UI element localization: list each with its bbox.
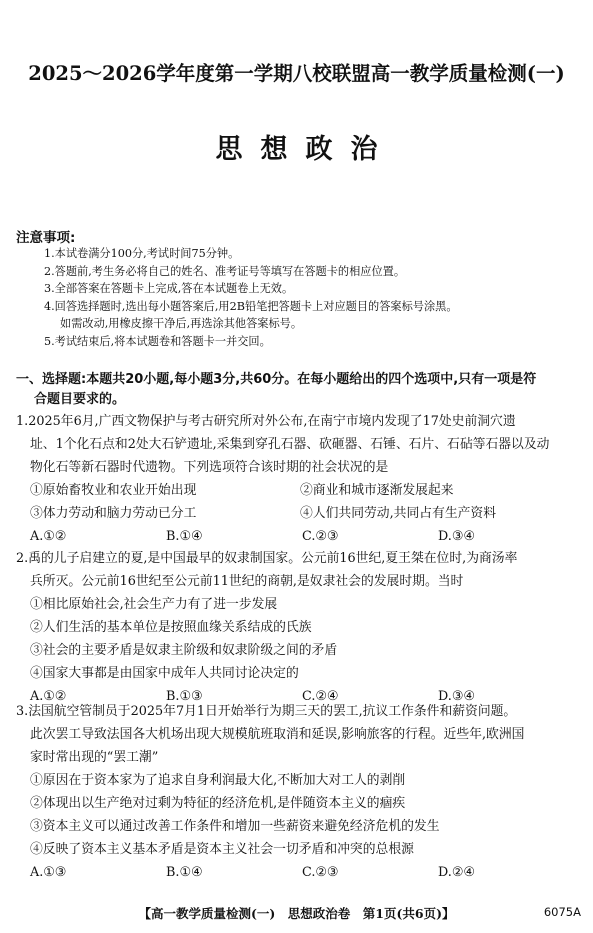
stem-line: 3.法国航空管制员于2025年7月1日开始举行为期三天的罢工,抗议工作条件和薪资问题。 <box>16 704 517 719</box>
exam-title: 2025～2026学年度第一学期八校联盟高一教学质量检测(一) <box>28 62 565 85</box>
option: ④反映了资本主义基本矛盾是资本主义社会一切矛盾和冲突的总根源 <box>30 842 414 857</box>
answer-a: A.①② <box>30 689 67 704</box>
subject-title: 思想政治 <box>215 134 396 165</box>
answer-d: D.③④ <box>438 529 475 544</box>
question-stem <box>16 547 582 593</box>
answer-c: C.②③ <box>302 529 339 544</box>
notes-list <box>44 245 589 351</box>
answer-d: D.②④ <box>438 865 475 880</box>
answer-b: B.①④ <box>166 865 203 880</box>
stem-line: 址、1个化石点和2处大石铲遗址,采集到穿孔石器、砍砸器、石锤、石片、石砧等石器以及动 <box>30 437 550 452</box>
answer-a: A.①② <box>30 529 67 544</box>
option: ②人们生活的基本单位是按照血缘关系结成的氏族 <box>30 620 312 635</box>
option-row <box>16 479 582 502</box>
notes-item: 3.全部答案在答题卡上完成,答在本试题卷上无效。 <box>44 282 294 296</box>
stem-line: 物化石等新石器时代遗物。下列选项符合该时期的社会状况的是 <box>30 460 389 475</box>
notes-item: 如需改动,用橡皮擦干净后,再选涂其他答案标号。 <box>60 317 303 331</box>
option-row <box>16 502 582 525</box>
paper-code: 6075A <box>543 905 581 919</box>
answer-choices <box>16 525 582 548</box>
section-heading <box>16 370 584 410</box>
option: ④人们共同劳动,共同占有生产资料 <box>300 506 497 521</box>
option: ④国家大事都是由国家中成年人共同讨论决定的 <box>30 666 299 681</box>
notes-item: 2.答题前,考生务必将自己的姓名、准考证号等填写在答题卡的相应位置。 <box>44 264 406 278</box>
stem-line: 家时常出现的“罢工潮” <box>30 750 159 765</box>
answer-c: C.②④ <box>302 689 339 704</box>
notes-item: 4.回答选择题时,选出每小题答案后,用2B铅笔把答题卡上对应题目的答案标号涂黑。 <box>44 299 458 313</box>
question-stem <box>16 410 582 479</box>
stem-line: 1.2025年6月,广西文物保护与考古研究所对外公布,在南宁市境内发现了17处史前洞穴遗 <box>16 414 516 429</box>
option: ③社会的主要矛盾是奴隶主阶级和奴隶阶级之间的矛盾 <box>30 643 338 658</box>
stem-line: 2.禹的儿子启建立的夏,是中国最早的奴隶制国家。公元前16世纪,夏王桀在位时,为商汤率 <box>16 551 518 566</box>
option: ①相比原始社会,社会生产力有了进一步发展 <box>30 597 278 612</box>
section-heading-line: 一、选择题:本题共20小题,每小题3分,共60分。在每小题给出的四个选项中,只有一项是符 <box>16 372 537 387</box>
answer-b: B.①③ <box>166 689 203 704</box>
notes-heading: 注意事项: <box>16 230 76 246</box>
option: ①原始畜牧业和农业开始出现 <box>30 483 197 498</box>
question-2 <box>16 547 582 708</box>
notes-item: 5.考试结束后,将本试题卷和答题卡一并交回。 <box>44 334 271 348</box>
page-footer: 【高一教学质量检测(一) 思想政治卷 第1页(共6页)】 <box>138 906 455 921</box>
option: ③资本主义可以通过改善工作条件和增加一些薪资来避免经济危机的发生 <box>30 819 440 834</box>
stem-line: 兵所灭。公元前16世纪至公元前11世纪的商朝,是奴隶社会的发展时期。当时 <box>30 574 464 589</box>
section-heading-line: 合题目要求的。 <box>34 392 126 407</box>
option: ②体现出以生产绝对过剩为特征的经济危机,是伴随资本主义的痼疾 <box>30 796 406 811</box>
option: ②商业和城市逐渐发展起来 <box>300 483 454 498</box>
answer-b: B.①④ <box>166 529 203 544</box>
answer-c: C.②③ <box>302 865 339 880</box>
question-3 <box>16 700 582 884</box>
notes-item: 1.本试卷满分100分,考试时间75分钟。 <box>44 247 240 260</box>
question-stem <box>16 700 582 769</box>
option: ③体力劳动和脑力劳动已分工 <box>30 506 197 521</box>
option: ①原因在于资本家为了追求自身利润最大化,不断加大对工人的剥削 <box>30 773 406 788</box>
stem-line: 此次罢工导致法国各大机场出现大规模航班取消和延误,影响旅客的行程。近些年,欧洲国 <box>30 727 525 742</box>
answer-a: A.①③ <box>30 865 67 880</box>
answer-choices <box>16 861 582 884</box>
question-1 <box>16 410 582 548</box>
answer-d: D.③④ <box>438 689 475 704</box>
